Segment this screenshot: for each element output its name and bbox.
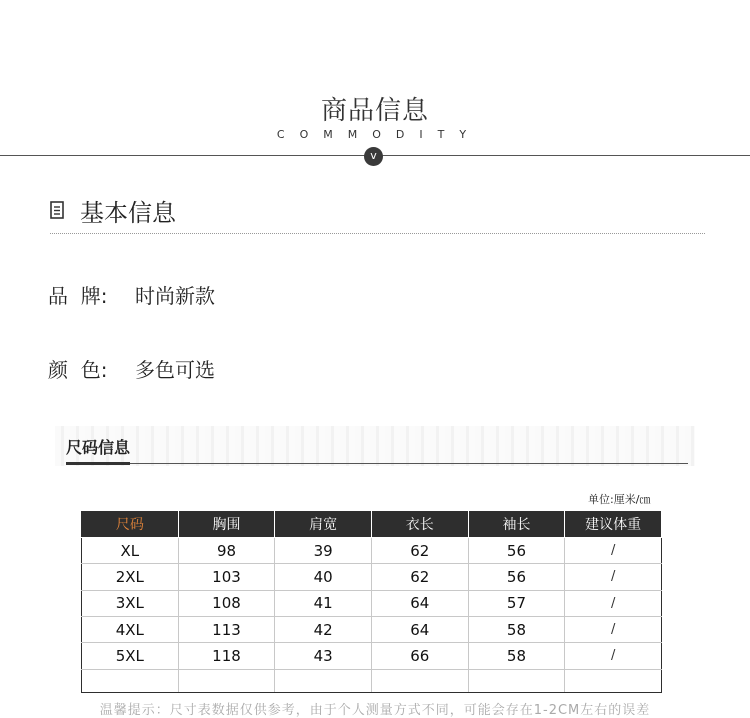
cell-shoulder: 39: [275, 538, 372, 564]
cell-weight: /: [565, 616, 662, 642]
brand-value: 时尚新款: [135, 284, 215, 308]
cell-size: 5XL: [82, 643, 179, 669]
table-row: [82, 616, 662, 642]
cell-sleeve: 57: [468, 590, 565, 616]
color-value: 多色可选: [135, 358, 215, 382]
size-info-title: 尺码信息: [66, 438, 131, 457]
cell-shoulder: 43: [275, 643, 372, 669]
column-header-sleeve: 袖长: [468, 511, 565, 538]
cell-weight: /: [565, 538, 662, 564]
cell-empty: [82, 669, 179, 692]
cell-chest: 118: [178, 643, 275, 669]
size-info-banner: [55, 426, 695, 466]
page-title: 商品信息: [320, 96, 429, 126]
cell-sleeve: 58: [468, 643, 565, 669]
column-header-length: 衣长: [371, 511, 468, 538]
color-label: 颜 色:: [48, 358, 108, 382]
table-row: [82, 564, 662, 590]
size-footnote: 温馨提示：尺寸表数据仅供参考，由于个人测量方式不同，可能会存在1-2CM左右的误差: [99, 703, 651, 718]
cell-empty: [371, 669, 468, 692]
cell-weight: /: [565, 564, 662, 590]
cell-chest: 98: [178, 538, 275, 564]
size-info-underline: [66, 462, 130, 465]
cell-size: 3XL: [82, 590, 179, 616]
size-table-header: [82, 511, 662, 538]
table-row-empty: [82, 669, 662, 692]
cell-empty: [565, 669, 662, 692]
column-header-shoulder: 肩宽: [275, 511, 372, 538]
column-header-chest: 胸围: [178, 511, 275, 538]
cell-length: 62: [371, 538, 468, 564]
cell-shoulder: 42: [275, 616, 372, 642]
size-info-divider: [66, 463, 688, 464]
table-row: [82, 538, 662, 564]
cell-empty: [275, 669, 372, 692]
cell-length: 62: [371, 564, 468, 590]
cell-chest: 113: [178, 616, 275, 642]
cell-length: 66: [371, 643, 468, 669]
cell-shoulder: 40: [275, 564, 372, 590]
size-table: [81, 510, 662, 693]
cell-size: 4XL: [82, 616, 179, 642]
basic-info-title: 基本信息: [80, 199, 176, 227]
cell-length: 64: [371, 590, 468, 616]
column-header-weight: 建议体重: [565, 511, 662, 538]
cell-chest: 108: [178, 590, 275, 616]
cell-empty: [178, 669, 275, 692]
cell-sleeve: 56: [468, 564, 565, 590]
document-icon: [50, 201, 64, 219]
cell-empty: [468, 669, 565, 692]
cell-chest: 103: [178, 564, 275, 590]
table-row: [82, 643, 662, 669]
cell-shoulder: 41: [275, 590, 372, 616]
cell-size: XL: [82, 538, 179, 564]
chevron-down-icon: v: [364, 147, 383, 166]
page-subtitle: COMMODITY: [276, 128, 482, 141]
unit-label: 单位:厘米/㎝: [588, 493, 651, 506]
cell-weight: /: [565, 643, 662, 669]
dotted-divider: [50, 233, 705, 234]
cell-weight: /: [565, 590, 662, 616]
table-row: [82, 590, 662, 616]
cell-size: 2XL: [82, 564, 179, 590]
cell-sleeve: 56: [468, 538, 565, 564]
cell-sleeve: 58: [468, 616, 565, 642]
cell-length: 64: [371, 616, 468, 642]
column-header-size: 尺码: [82, 511, 179, 538]
brand-label: 品 牌:: [48, 284, 108, 308]
